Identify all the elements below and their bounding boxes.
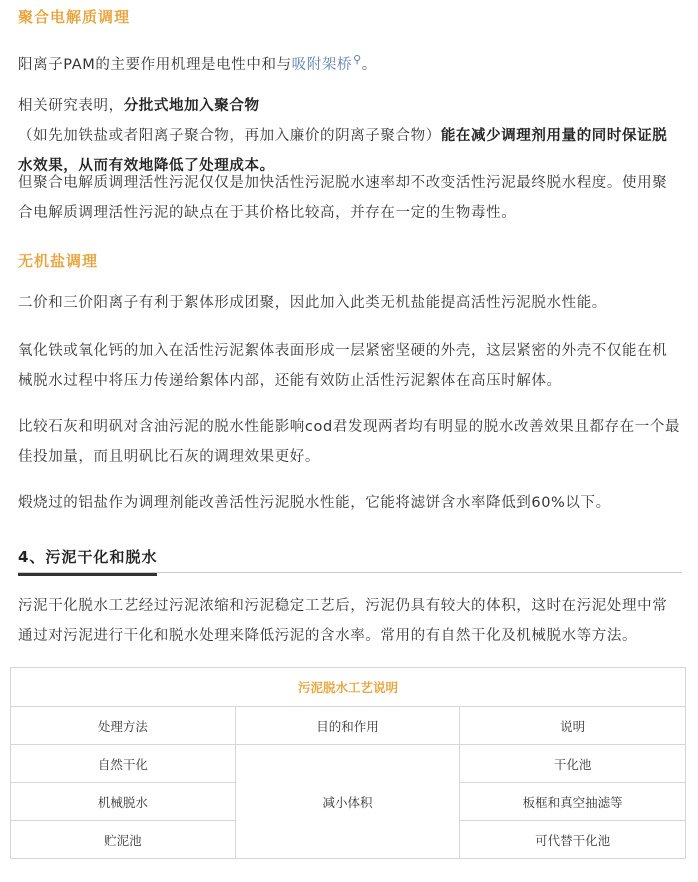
polyelectrolyte-heading: 聚合电解质调理 — [18, 8, 131, 26]
method-cell: 自然干化 — [11, 745, 236, 783]
paragraph-polyelectrolyte-drawbacks: 但聚合电解质调理活性污泥仅仅是加快活性污泥脱水速率却不改变活性污泥最终脱水程度。使用聚合电解质调理活性污泥的缺点在于其价格比较高，并存在一定的生物毒性。 — [18, 175, 668, 221]
inorganic-heading: 无机盐调理 — [18, 252, 99, 270]
paragraph-text: 。 — [361, 56, 377, 73]
note-cell: 板框和真空抽滤等 — [460, 783, 686, 821]
drying-section-title — [18, 538, 682, 573]
table-header-row — [11, 707, 686, 745]
note-cell: 可代替干化池 — [460, 821, 686, 859]
method-cell: 机械脱水 — [11, 783, 236, 821]
adsorption-bridging-link[interactable]: 吸附架桥 — [291, 56, 353, 73]
table-caption: 污泥脱水工艺说明 — [11, 668, 686, 707]
table-row — [11, 745, 686, 783]
paragraph-lime-alum: 比较石灰和明矾对含油污泥的脱水性能影响cod君发现两者均有明显的脱水改善效果且都存在一个最佳投加量，而且明矾比石灰的调理效果更好。 — [18, 419, 681, 465]
header-purpose: 目的和作用 — [235, 707, 460, 745]
purpose-cell: 减小体积 — [235, 745, 460, 859]
paragraph-calcined-aluminum: 煅烧过的铝盐作为调理剂能改善活性污泥脱水性能，它能将滤饼含水率降低到60%以下。 — [18, 495, 611, 511]
search-icon[interactable]: ⚲ — [353, 53, 362, 66]
paragraph-text: 相关研究表明， — [18, 98, 124, 114]
note-cell: 干化池 — [460, 745, 686, 783]
paragraph-divalent-cations: 二价和三价阳离子有利于絮体形成团聚，因此加入此类无机盐能提高活性污泥脱水性能。 — [18, 295, 607, 311]
paragraph-text: （如先加铁盐或者阳离子聚合物，再加入廉价的阴离子聚合物） — [18, 128, 441, 144]
paragraph-text: 阳离子PAM的主要作用机理是电性中和与 — [18, 56, 292, 73]
paragraph-drying-dewatering: 污泥干化脱水工艺经过污泥浓缩和污泥稳定工艺后，污泥仍具有较大的体积，这时在污泥处理中常通过对污泥进行干化和脱水处理来降低污泥的含水率。常用的有自然干化及机械脱水等方法。 — [18, 598, 668, 644]
header-note: 说明 — [460, 707, 686, 745]
bold-text: 分批式地加入聚合物 — [123, 98, 260, 114]
bold-text: 能在减少调理剂用量的同时保证脱水效果，从而有效地降低了处理成本。 — [18, 128, 668, 174]
drying-heading: 4、污泥干化和脱水 — [18, 546, 157, 576]
paragraph-iron-calcium-oxide: 氧化铁或氧化钙的加入在活性污泥絮体表面形成一层紧密坚硬的外壳，这层紧密的外壳不仅能在机械脱水过程中将压力传递给絮体内部，还能有效防止活性污泥絮体在高压时解体。 — [18, 343, 668, 389]
header-method: 处理方法 — [11, 707, 236, 745]
method-cell: 贮泥池 — [11, 821, 236, 859]
dewatering-process-table — [10, 667, 686, 859]
paragraph-cationic-pam — [18, 45, 682, 80]
